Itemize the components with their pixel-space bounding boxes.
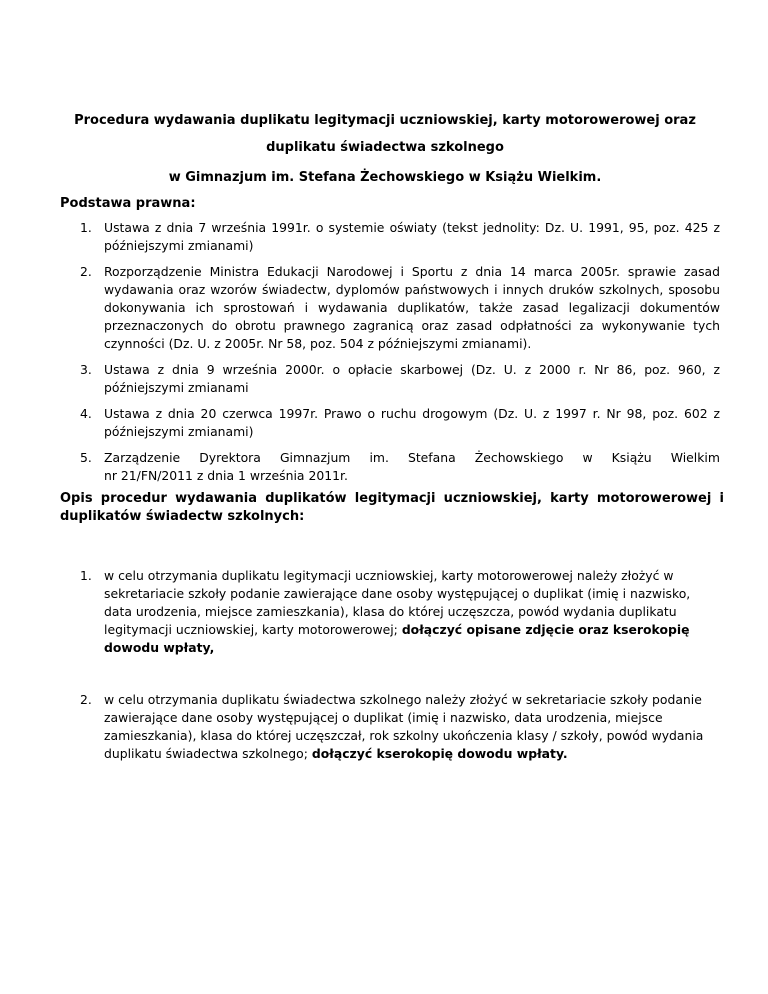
list-item	[80, 219, 720, 255]
list-item	[80, 567, 720, 657]
list-item	[80, 449, 720, 485]
list-item-number: 1.	[80, 220, 92, 235]
list-item-text	[104, 691, 720, 763]
list-item-text: Ustawa z dnia 20 czerwca 1997r. Prawo o ruchu drogowym (Dz. U. z 1997 r. Nr 98, poz. 602 z późniejszymi zmianami)	[104, 406, 720, 439]
title-line-3: w Gimnazjum im. Stefana Żechowskiego w Książu Wielkim.	[168, 170, 602, 185]
word: Stefana	[407, 450, 456, 465]
legal-basis-list	[80, 219, 720, 493]
word: Gimnazjum	[279, 450, 351, 465]
word: Dyrektora	[199, 450, 261, 465]
word: Zarządzenie	[104, 450, 181, 465]
list-item-bold: dołączyć kserokopię dowodu wpłaty.	[311, 746, 568, 761]
list-item	[80, 361, 720, 397]
list-item-text: Ustawa z dnia 7 września 1991r. o systemie oświaty (tekst jednolity: Dz. U. 1991, 95, poz. 425 z późniejszymi zmianami)	[104, 220, 720, 253]
document-title	[60, 112, 710, 186]
word: im.	[369, 450, 389, 465]
procedures-list	[80, 567, 720, 763]
list-item-number: 4.	[80, 406, 92, 421]
list-item-number: 2.	[80, 692, 92, 707]
list-item-spread-line	[104, 449, 720, 467]
title-line-2: duplikatu świadectwa szkolnego	[266, 140, 504, 155]
list-item-number: 5.	[80, 450, 92, 465]
word: Wielkim	[670, 450, 720, 465]
word: Żechowskiego	[474, 450, 564, 465]
list-item-plain: w celu otrzymania duplikatu świadectwa szkolnego należy złożyć w sekretariacie szkoły podanie zawierające dane osoby występującej o duplikat (imię i nazwisko, data urodzenia, miejsce zamieszkania), klasa do której uczęszczał, rok szkolny ukończenia klasy / szkoły, powód wydania duplikatu świadectwa szkolnego;	[104, 692, 704, 761]
list-item-line-2: nr 21/FN/2011 z dnia 1 września 2011r.	[104, 468, 348, 483]
list-item-number: 1.	[80, 568, 92, 583]
list-item-number: 3.	[80, 362, 92, 377]
list-item-text: Ustawa z dnia 9 września 2000r. o opłacie skarbowej (Dz. U. z 2000 r. Nr 86, poz. 960, z późniejszymi zmianami	[104, 362, 720, 395]
procedures-heading: Opis procedur wydawania duplikatów legitymacji uczniowskiej, karty motorowerowej i duplikatów świadectw szkolnych:	[60, 491, 724, 524]
list-item	[80, 691, 720, 763]
list-item-text	[104, 567, 720, 657]
list-item	[80, 405, 720, 441]
word: Książu	[611, 450, 652, 465]
list-item-bold: dołączyć opisane zdjęcie oraz kserokopię dowodu wpłaty,	[104, 622, 690, 655]
list-item-number: 2.	[80, 264, 92, 279]
list-item-text	[104, 449, 720, 485]
list-item-plain: w celu otrzymania duplikatu legitymacji uczniowskiej, karty motorowerowej należy złożyć w sekretariacie szkoły podanie zawierające dane osoby występującej o duplikat (imię i nazwisko, data urodzenia, miejsce zamieszkania), klasa do której uczęszcza, powód wydania duplikatu legitymacji uczniowskiej, karty motorowerowej;	[104, 568, 691, 637]
list-item-text: Rozporządzenie Ministra Edukacji Narodowej i Sportu z dnia 14 marca 2005r. sprawie zasad wydawania oraz wzorów świadectw, dyplomów państwowych i innych druków szkolnych, sposobu dokonywania ich sprostowań i wydawania duplikatów, także zasad legalizacji dokumentów przeznaczonych do obrotu prawnego zagranicą oraz zasad odpłatności za wykonywanie tych czynności (Dz. U. z 2005r. Nr 58, poz. 504 z późniejszymi zmianami).	[104, 264, 720, 351]
word: w	[582, 450, 593, 465]
legal-basis-heading: Podstawa prawna:	[60, 196, 196, 211]
title-line-1: Procedura wydawania duplikatu legitymacji uczniowskiej, karty motorowerowej oraz	[74, 113, 696, 128]
list-item	[80, 263, 720, 353]
